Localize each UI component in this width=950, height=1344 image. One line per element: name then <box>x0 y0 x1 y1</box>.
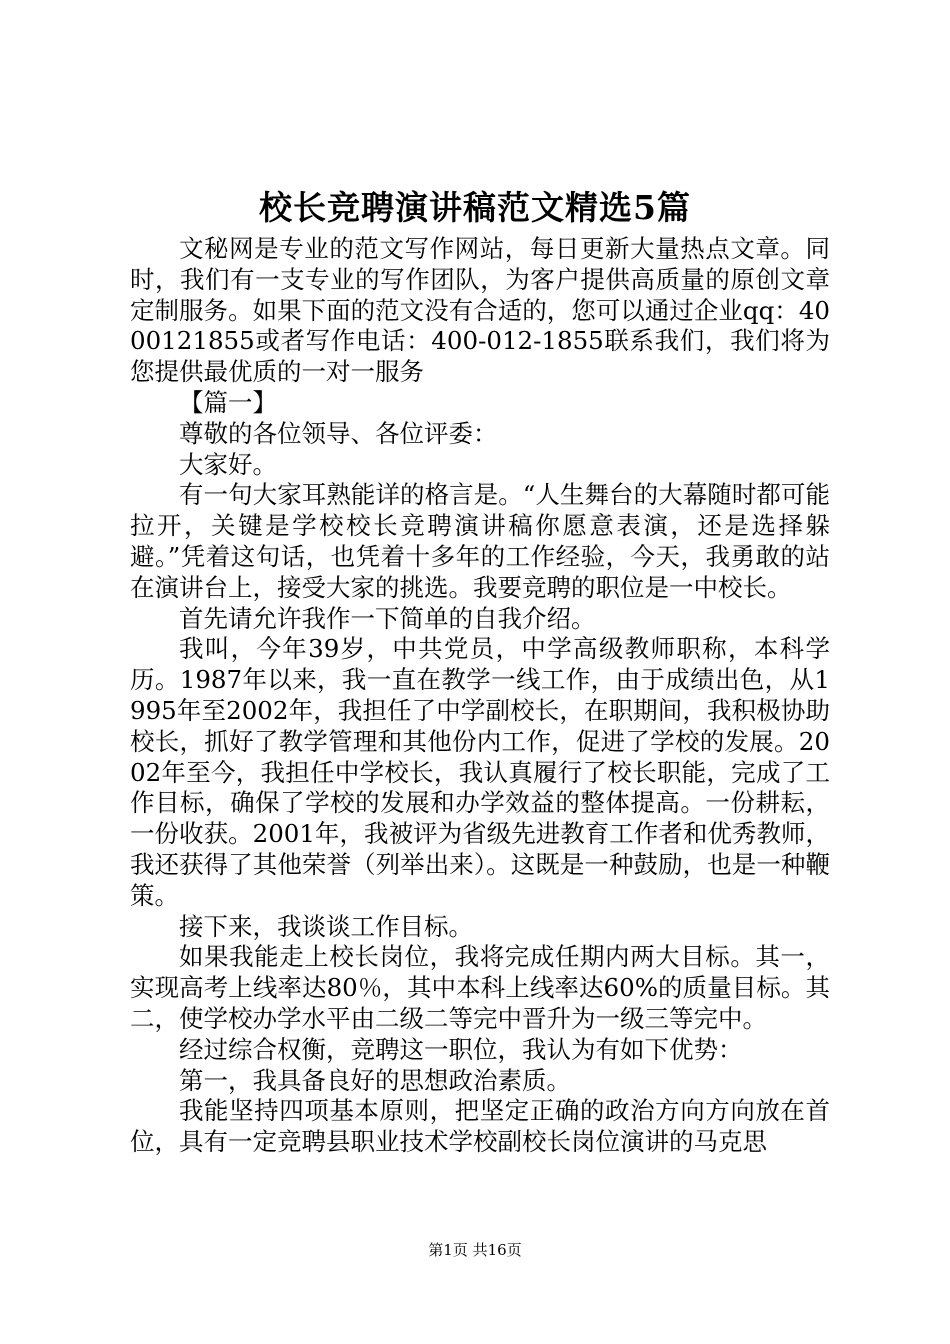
body-paragraph: 我叫，今年39岁，中共党员，中学高级教师职称，本科学历。1987年以来，我一直在教学一线工作，由于成绩出色，从1995年至2002年，我担任了中学副校长，在职期间，我积极协助校长，抓好了教学管理和其他份内工作，促进了学校的发展。2002年至今，我担任中学校长，我认真履行了校长职能，完成了工作目标，确保了学校的发展和办学效益的整体提高。一份耕耘，一份收获。2001年，我被评为省级先进教育工作者和优秀教师，我还获得了其他荣誉（列举出来）。这既是一种鼓励，也是一种鞭策。 <box>130 634 830 910</box>
body-paragraph: 如果我能走上校长岗位，我将完成任期内两大目标。其一，实现高考上线率达80％，其中本科上线率达60%的质量目标。其二，使学校办学水平由二级二等完中晋升为一级三等完中。 <box>130 942 830 1033</box>
body-paragraph: 我能坚持四项基本原则，把坚定正确的政治方向方向放在首位，具有一定竞聘县职业技术学校副校长岗位演讲的马克思 <box>130 1096 830 1157</box>
body-paragraph: 经过综合权衡，竞聘这一职位，我认为有如下优势： <box>179 1034 743 1064</box>
section-heading: 【篇一】 <box>179 387 277 417</box>
intro-paragraph: 文秘网是专业的范文写作网站，每日更新大量热点文章。同时，我们有一支专业的写作团队，为客户提供高质量的原创文章定制服务。如果下面的范文没有合适的，您可以通过企业qq：4000121855或者写作电话：400-012-1855联系我们，我们将为您提供最优质的一对一服务 <box>130 234 830 387</box>
page-number-footer: 第1页 共16页 <box>428 1241 522 1259</box>
body-paragraph: 第一，我具备良好的思想政治素质。 <box>179 1065 571 1095</box>
salutation: 尊敬的各位领导、各位评委： <box>179 418 498 448</box>
greeting: 大家好。 <box>179 449 277 479</box>
body-paragraph: 首先请允许我作一下简单的自我介绍。 <box>179 603 596 633</box>
body-paragraph: 有一句大家耳熟能详的格言是。“人生舞台的大幕随时都可能拉开，关键是学校校长竞聘演讲稿你愿意表演，还是选择躲避。”凭着这句话，也凭着十多年的工作经验，今天，我勇敢的站在演讲台上，接受大家的挑选。我要竞聘的职位是一中校长。 <box>130 480 830 602</box>
document-title: 校长竞聘演讲稿范文精选5篇 <box>259 188 691 227</box>
document-body <box>130 234 830 1158</box>
body-paragraph: 接下来，我谈谈工作目标。 <box>179 911 473 941</box>
